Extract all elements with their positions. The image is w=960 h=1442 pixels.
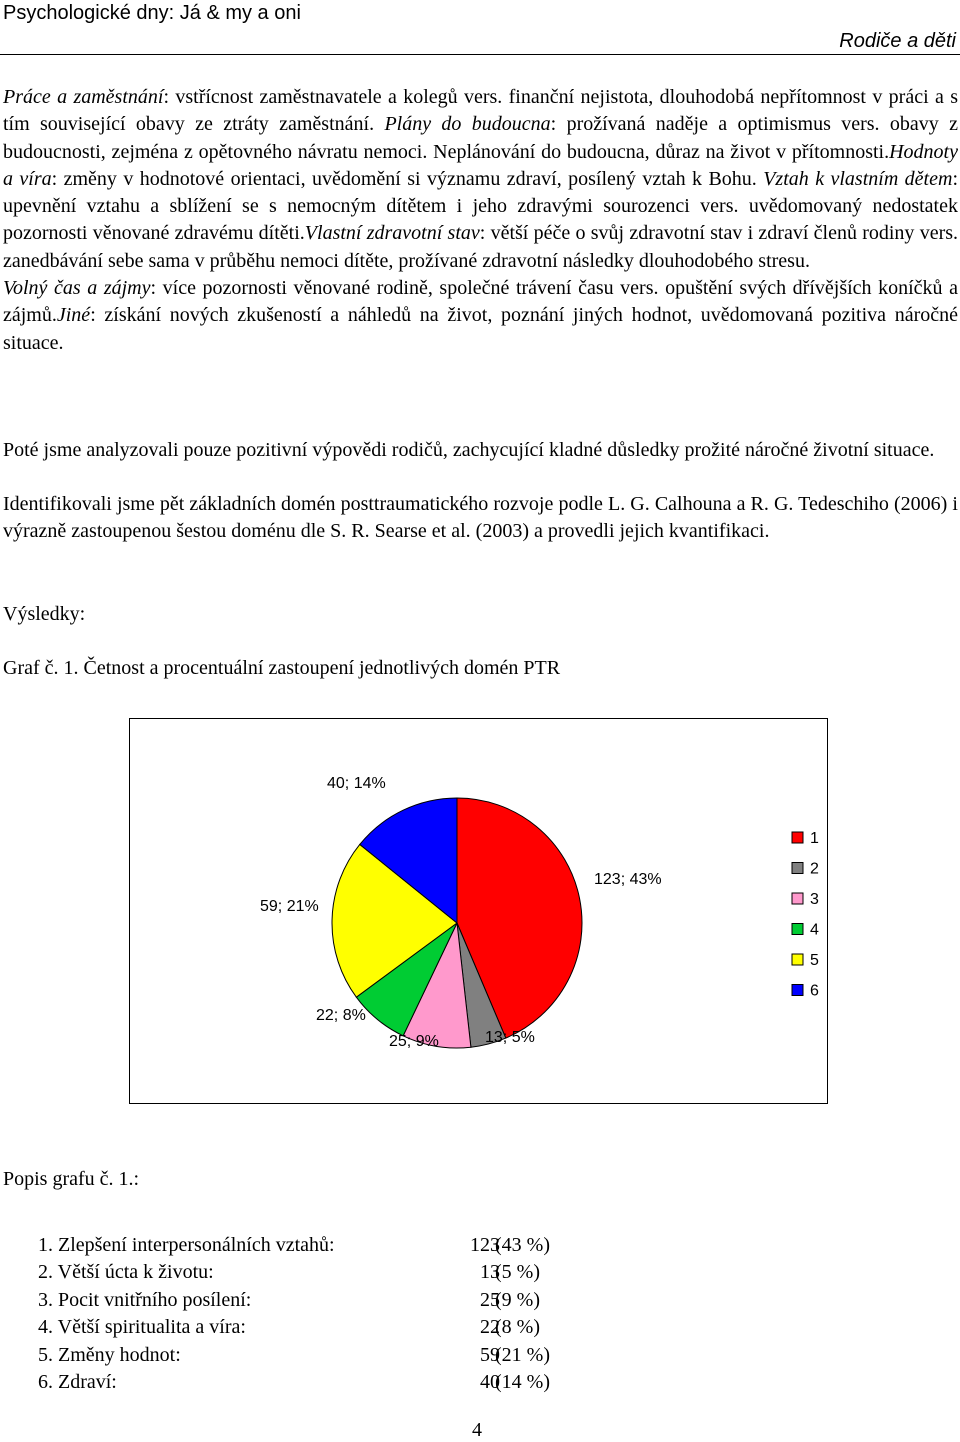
slice-data-label: 40; 14% bbox=[327, 775, 386, 792]
domain-label: 3. Pocit vnitřního posílení: bbox=[38, 1288, 252, 1311]
domain-term: Hodnoty a víra bbox=[3, 140, 958, 190]
domain-count: 123 bbox=[470, 1234, 500, 1256]
running-header-section: Rodiče a děti bbox=[839, 30, 956, 52]
domain-percent: (9 %) bbox=[495, 1288, 540, 1311]
legend-label: 6 bbox=[810, 982, 819, 1000]
paragraph-text: : více pozornosti věnované rodině, společné trávení času vers. opuštění svých dřívějších koníčků a zájmů. bbox=[3, 277, 958, 327]
results-heading: Výsledky: bbox=[3, 603, 86, 625]
domain-term: Vlastní zdravotní stav bbox=[304, 222, 480, 245]
legend-label: 3 bbox=[810, 891, 819, 908]
pie-chart bbox=[129, 718, 828, 1104]
domain-term: Práce a zaměstnání bbox=[3, 86, 164, 108]
paragraph-analysis: Poté jsme analyzovali pouze pozitivní výpovědi rodičů, zachycující kladné důsledky prožité náročné životní situace. bbox=[3, 439, 935, 461]
paragraph-text: : vstřícnost zaměstnavatele a kolegů vers. finanční nejistota, dlouhodobá nepřítomnost v práci a s tím související obavy ze ztráty zaměstnání. bbox=[3, 86, 958, 136]
domain-label: 6. Zdraví: bbox=[38, 1370, 117, 1393]
domain-count: 40 bbox=[480, 1370, 500, 1393]
slice-data-label: 13; 5% bbox=[485, 1029, 535, 1046]
chart-description-heading: Popis grafu č. 1.: bbox=[3, 1168, 140, 1190]
legend-swatch-2 bbox=[792, 863, 803, 874]
paragraph-text: : změny v hodnotové orientaci, uvědomění si významu zdraví, posílený vztah k Bohu. bbox=[51, 167, 764, 190]
legend-label: 1 bbox=[810, 830, 819, 847]
domain-percent: (5 %) bbox=[495, 1261, 540, 1284]
paragraph-domain-descriptions bbox=[3, 84, 958, 357]
paragraph-text: : upevnění vztahu a sblížení se s nemocným dítětem i jeho zdravými sourozenci vers. uvědomovaný nedostatek pozornosti věnované zdravému dítěti. bbox=[3, 167, 958, 245]
domain-count: 22 bbox=[480, 1316, 500, 1339]
domain-term: Volný čas a zájmy bbox=[3, 277, 151, 300]
running-header-title: Psychologické dny: Já & my a oni bbox=[3, 2, 301, 24]
domain-percent: (8 %) bbox=[495, 1316, 540, 1339]
paragraph-text: : získání nových zkušeností a náhledů na život, poznání jiných hodnot, uvědomovaná pozitiva náročné situace. bbox=[3, 304, 958, 354]
page-number: 4 bbox=[472, 1419, 482, 1441]
graph-caption: Graf č. 1. Četnost a procentuální zastoupení jednotlivých domén PTR bbox=[3, 657, 561, 679]
domain-term: Plány do budoucna bbox=[384, 113, 551, 136]
legend-swatch-6 bbox=[792, 985, 803, 996]
slice-data-label: 22; 8% bbox=[316, 1007, 366, 1024]
legend-swatch-3 bbox=[792, 893, 803, 904]
domain-count: 25 bbox=[480, 1288, 500, 1311]
legend-label: 5 bbox=[810, 952, 819, 969]
domain-count: 59 bbox=[480, 1343, 500, 1366]
domain-label: 5. Změny hodnot: bbox=[38, 1343, 181, 1366]
slice-data-label: 59; 21% bbox=[260, 898, 319, 915]
domain-label: 4. Větší spiritualita a víra: bbox=[38, 1316, 246, 1339]
paragraph-text: : prožívaná naděje a optimismus vers. obavy z budoucnosti, zejména z opětovného návratu nemoci. Neplánování do budoucna, důraz na život v přítomnosti. bbox=[3, 113, 958, 163]
domain-percent: (14 %) bbox=[495, 1370, 550, 1393]
slice-data-label: 123; 43% bbox=[594, 871, 662, 888]
legend-label: 4 bbox=[810, 921, 819, 939]
legend-swatch-4 bbox=[792, 924, 803, 935]
domain-percent: (21 %) bbox=[495, 1343, 550, 1366]
domain-label: 2. Větší úcta k životu: bbox=[38, 1261, 214, 1284]
domain-term: Vztah k vlastním dětem bbox=[763, 167, 953, 190]
legend-swatch-5 bbox=[792, 954, 803, 965]
domain-percent: (43 %) bbox=[495, 1234, 550, 1256]
header-rule bbox=[0, 54, 960, 55]
legend-swatch-1 bbox=[792, 832, 803, 843]
paragraph-identification: Identifikovali jsme pět základních domén posttraumatického rozvoje podle L. G. Calhouna a R. G. Tedeschiho (2006) i výrazně zastoupenou šestou doménu dle S. R. Searse et al. (2003) a provedli jejich kvantifikaci. bbox=[3, 493, 958, 543]
legend-label: 2 bbox=[810, 860, 819, 878]
domain-label: 1. Zlepšení interpersonálních vztahů: bbox=[38, 1234, 335, 1256]
domain-count: 13 bbox=[480, 1261, 500, 1284]
domain-term: Jiné bbox=[56, 304, 91, 327]
slice-data-label: 25; 9% bbox=[389, 1033, 439, 1050]
paragraph-text: : větší péče o svůj zdravotní stav i zdraví členů rodiny vers. zanedbávání sebe sama v průběhu nemoci dítěte, prožívané zdravotní následky dlouhodobého stresu. bbox=[3, 222, 959, 272]
